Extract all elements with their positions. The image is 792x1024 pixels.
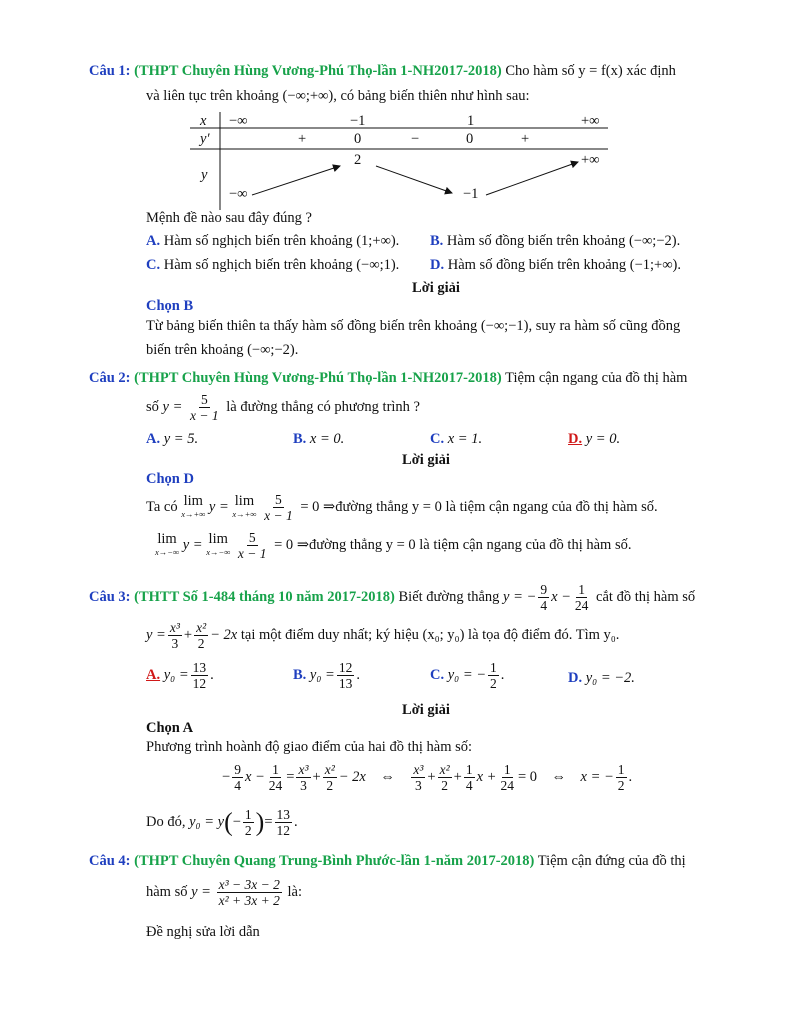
q2-option-d-text: y = 0. — [585, 431, 621, 447]
lim-zero: = 0 — [274, 536, 294, 553]
q4-note: Đề nghị sửa lời dẫn — [146, 924, 260, 940]
iff-symbol: ⇔ — [380, 768, 395, 785]
frac-den: 24 — [500, 778, 514, 793]
q4-function-fraction — [217, 877, 282, 908]
lim-word: lim — [234, 492, 255, 509]
q3-result-frac — [275, 807, 293, 838]
q1-option-b-key: B. — [430, 233, 444, 249]
q2-stem-b — [146, 392, 420, 423]
q3-option-b-key: B. — [293, 666, 307, 683]
eq-frac-x2-2 — [323, 762, 337, 793]
frac-num: 1 — [465, 762, 473, 777]
q2-option-c-text: x = 1. — [447, 431, 483, 447]
q1-option-b-text: Hàm số đồng biến trên khoảng (−∞;−2). — [446, 233, 681, 249]
table-y-minus-inf: −∞ — [229, 186, 248, 202]
q2-fn-num: 5 — [200, 392, 208, 407]
lim-y: y = — [182, 536, 203, 553]
frac-den: 3 — [300, 778, 307, 793]
eq-frac-x3-3 — [296, 762, 310, 793]
eq-x-plus: x + — [476, 768, 497, 785]
frac-den: 24 — [268, 778, 283, 793]
frac-num: 9 — [540, 582, 548, 597]
frac-num: 9 — [234, 762, 241, 777]
eq2-frac-x2-2 — [438, 762, 452, 793]
q3-option-c-frac — [488, 660, 499, 691]
q2-stem-a: Tiệm cận ngang của đồ thị hàm — [505, 370, 688, 386]
frac-den: 2 — [326, 778, 334, 793]
q2-limit-neg — [155, 530, 631, 561]
q2-option-a-text: y = 5. — [163, 431, 199, 447]
q1-variation-table — [190, 112, 610, 210]
period: . — [294, 813, 298, 830]
eq-frac-1-24 — [267, 762, 285, 793]
lim-word: lim — [208, 530, 228, 547]
q2-lim-4 — [206, 530, 231, 559]
lim-sub: x→−∞ — [155, 546, 180, 557]
q1-option-c — [146, 257, 399, 274]
frac-den: 2 — [244, 823, 252, 838]
frac-num: 12 — [338, 660, 353, 675]
q3-label: Câu 3: — [89, 588, 131, 605]
eq2-frac-x3-3 — [411, 762, 425, 793]
q3-curve-frac-1 — [168, 620, 182, 651]
table-x-val-2: −1 — [350, 113, 366, 129]
frac-num: 13 — [276, 807, 291, 822]
q3-option-b — [293, 660, 360, 691]
q3-line-frac-1 — [538, 582, 549, 613]
minus: − — [232, 813, 241, 830]
arrow-up-1 — [252, 166, 340, 195]
table-yp-label: y′ — [200, 131, 210, 147]
q1-option-a-text: Hàm số nghịch biến trên khoảng (1;+∞). — [163, 233, 400, 249]
q3-option-d-text: y₀ = −2. — [585, 670, 635, 686]
q1-prompt: Mệnh đề nào sau đây đúng ? — [146, 210, 312, 226]
frac-den: 12 — [192, 676, 207, 691]
frac-num: x² — [324, 762, 335, 777]
q2-stem-post: là đường thẳng có phương trình ? — [226, 398, 420, 415]
eq-x-minus: x − — [244, 768, 265, 785]
q1-stem-b: và liên tục trên khoảng (−∞;+∞), có bảng biến thiên như hình sau: — [146, 88, 530, 104]
frac-den: 2 — [197, 636, 205, 651]
equals: = — [264, 813, 273, 830]
q2-y-eq: y = — [162, 398, 183, 415]
eq-result: x = − — [580, 768, 614, 785]
q2-option-c — [430, 431, 482, 448]
frac-num: x³ − 3x − 2 — [218, 877, 280, 892]
frac-num: x³ — [413, 762, 424, 777]
period: . — [210, 666, 214, 683]
q2-solution-title: Lời giải — [402, 452, 450, 468]
q4-source: (THPT Chuyên Quang Trung-Bình Phước-lần 1-năm 2017-2018) — [134, 853, 535, 869]
lim-sub: x→−∞ — [206, 546, 231, 557]
q2-fn-den: x − 1 — [190, 408, 219, 423]
frac-den: 4 — [540, 598, 548, 613]
table-yp-val-4: 0 — [466, 131, 474, 147]
q2-limit-pos — [146, 492, 658, 523]
q3-solution-title: Lời giải — [402, 702, 450, 718]
q3-option-b-frac — [337, 660, 355, 691]
q2-option-a — [146, 431, 198, 448]
q3-half-frac — [243, 807, 254, 838]
q3-stem-b-post: tại một điểm duy nhất; ký hiệu (x₀; y₀) là tọa độ điểm đó. Tìm y₀. — [240, 626, 620, 643]
q1-option-d-key: D. — [430, 257, 445, 273]
frac-num: 1 — [272, 762, 279, 777]
q1-option-c-key: C. — [146, 257, 161, 273]
q3-stem-a-post: cắt đồ thị hàm số — [596, 588, 696, 605]
q3-option-d — [568, 670, 635, 687]
frac-num: 1 — [244, 807, 252, 822]
table-x-val-4: +∞ — [581, 113, 600, 129]
q2-option-a-key: A. — [146, 431, 161, 447]
q1-label: Câu 1: — [89, 63, 131, 79]
q1-source: (THPT Chuyên Hùng Vương-Phú Thọ-lần 1-NH2017-2018) — [134, 63, 502, 79]
period: . — [356, 666, 360, 683]
q2-conclusion-2: đường thẳng y = 0 là tiệm cận ngang của đồ thị hàm số. — [308, 536, 632, 553]
q3-y0-expr: y₀ = y — [189, 813, 225, 830]
q2-option-d — [568, 431, 620, 448]
q1-option-a-key: A. — [146, 233, 161, 249]
q3-heading — [89, 582, 695, 613]
frac-num: 1 — [503, 762, 511, 777]
q3-option-d-key: D. — [568, 670, 583, 686]
q2-lim-fraction-2 — [236, 530, 269, 561]
eq2-frac-1-4 — [464, 762, 475, 793]
frac-den: 2 — [490, 676, 497, 691]
q1-option-c-text: Hàm số nghịch biến trên khoảng (−∞;1). — [163, 257, 400, 273]
frac-den: 2 — [441, 778, 448, 793]
q2-option-d-key: D. — [568, 431, 583, 447]
table-y-max: 2 — [354, 152, 362, 168]
q4-stem-pre: hàm số — [146, 883, 188, 900]
q3-stem-b — [146, 620, 619, 651]
q2-source: (THPT Chuyên Hùng Vương-Phú Thọ-lần 1-NH2017-2018) — [134, 370, 502, 386]
q2-lim-3 — [155, 530, 180, 559]
frac-num: 1 — [578, 582, 586, 597]
q3-line-mid: x − — [551, 588, 571, 605]
table-x-val-3: 1 — [467, 113, 475, 129]
eq-tail: − 2x — [338, 768, 366, 785]
lim-zero: = 0 — [300, 498, 320, 515]
q2-option-b-text: x = 0. — [309, 431, 345, 447]
q4-heading — [89, 853, 686, 870]
table-x-val-1: −∞ — [229, 113, 248, 129]
plus: + — [453, 768, 462, 785]
q4-stem-a: Tiệm cận đứng của đồ thị — [537, 853, 686, 869]
q1-solution-title: Lời giải — [412, 280, 460, 296]
q1-option-a — [146, 233, 399, 250]
q3-option-a — [146, 660, 214, 691]
q3-option-a-frac — [191, 660, 209, 691]
q2-heading — [89, 370, 687, 387]
lim-sub: x→+∞ — [232, 508, 257, 519]
table-yp-val-3: − — [411, 131, 420, 147]
q3-equation — [222, 762, 632, 793]
lim-word: lim — [183, 492, 203, 509]
table-yp-val-5: + — [521, 131, 530, 147]
q4-y-eq: y = — [191, 883, 211, 900]
q3-curve-frac-2 — [194, 620, 208, 651]
q2-ta-co: Ta có — [146, 498, 178, 515]
q3-curve-tail: − 2x — [210, 626, 238, 643]
table-y-label: y — [201, 167, 208, 183]
q2-lim-1 — [181, 492, 206, 521]
q2-function-fraction — [188, 392, 221, 423]
iff-symbol: ⇔ — [551, 768, 567, 785]
frac-den: 3 — [415, 778, 422, 793]
frac-den: 12 — [276, 823, 291, 838]
frac-num: 1 — [490, 660, 497, 675]
implies-symbol: ⇒ — [323, 498, 336, 515]
q3-option-c — [430, 660, 504, 691]
plus: + — [312, 768, 321, 785]
table-yp-val-1: + — [298, 131, 307, 147]
frac-num: 5 — [275, 492, 282, 507]
q3-option-a-key: A. — [146, 666, 161, 683]
eq-zero: = 0 — [517, 768, 538, 785]
q4-stem-post: là: — [287, 883, 302, 900]
q2-option-c-key: C. — [430, 431, 445, 447]
eq-result-frac — [616, 762, 627, 793]
frac-num: x² — [196, 620, 207, 635]
frac-num: 1 — [617, 762, 625, 777]
frac-den: 3 — [171, 636, 179, 651]
period: . — [628, 768, 633, 785]
q3-option-c-pre: y₀ = − — [447, 666, 487, 683]
q3-option-a-pre: y₀ = — [163, 666, 189, 683]
arrow-up-2 — [486, 162, 578, 195]
q3-line-eq: y = − — [503, 588, 537, 605]
lim-word: lim — [157, 530, 177, 547]
arrow-down — [376, 166, 452, 193]
frac-den: 4 — [465, 778, 473, 793]
minus: − — [222, 768, 231, 785]
q3-curve-y: y = — [146, 626, 166, 643]
eq-frac-9-4 — [232, 762, 243, 793]
frac-den: 2 — [617, 778, 625, 793]
q2-stem-pre: số — [146, 398, 159, 415]
q2-lim-fraction — [262, 492, 295, 523]
q4-stem-b — [146, 877, 302, 908]
frac-den: 24 — [574, 598, 589, 613]
q2-conclusion-1: đường thẳng y = 0 là tiệm cận ngang của đồ thị hàm số. — [335, 498, 658, 515]
q1-option-d-text: Hàm số đồng biến trên khoảng (−1;+∞). — [447, 257, 682, 273]
q3-solution-line-1: Phương trình hoành độ giao điểm của hai đồ thị hàm số: — [146, 739, 473, 755]
table-y-plus-inf: +∞ — [581, 152, 600, 168]
lim-sub: x→+∞ — [181, 508, 206, 519]
frac-den: x − 1 — [237, 546, 267, 561]
q3-choice: Chọn A — [146, 720, 194, 736]
q3-do-do: Do đó, — [146, 813, 186, 830]
q2-choice: Chọn D — [146, 471, 194, 487]
q1-option-d — [430, 257, 681, 274]
q2-label: Câu 2: — [89, 370, 131, 386]
q3-option-b-pre: y₀ = — [309, 666, 335, 683]
frac-den: 4 — [234, 778, 241, 793]
q1-option-b — [430, 233, 680, 250]
frac-den: 13 — [338, 676, 353, 691]
period: . — [500, 666, 505, 683]
frac-den: x − 1 — [264, 508, 293, 523]
q1-stem-a: Cho hàm số y = f(x) xác định — [505, 63, 676, 79]
q1-choice: Chọn B — [146, 298, 194, 314]
q1-solution-line-2: biến trên khoảng (−∞;−2). — [146, 342, 299, 358]
frac-num: x³ — [298, 762, 309, 777]
q4-label: Câu 4: — [89, 853, 131, 869]
paren-open: ( — [224, 807, 233, 837]
eq2-frac-1-24 — [498, 762, 516, 793]
implies-symbol: ⇒ — [296, 536, 309, 553]
q3-line-frac-2 — [573, 582, 591, 613]
equals: = — [286, 768, 295, 785]
q2-option-b — [293, 431, 344, 448]
plus: + — [183, 626, 193, 643]
q1-heading — [89, 63, 676, 80]
frac-num: x³ — [169, 620, 180, 635]
plus: + — [427, 768, 436, 785]
q3-source: (THTT Số 1-484 tháng 10 năm 2017-2018) — [134, 588, 395, 605]
q3-option-c-key: C. — [430, 666, 445, 683]
q1-solution-line-1: Từ bảng biến thiên ta thấy hàm số đồng biến trên khoảng (−∞;−1), suy ra hàm số cũng đồng — [146, 318, 681, 334]
frac-num: 5 — [248, 530, 256, 545]
paren-close: ) — [255, 807, 265, 837]
q2-option-b-key: B. — [293, 431, 307, 447]
table-x-label: x — [200, 113, 207, 129]
frac-den: x² + 3x + 2 — [218, 893, 280, 908]
q2-lim-2 — [232, 492, 257, 521]
frac-num: x² — [439, 762, 450, 777]
q3-conclusion — [146, 807, 298, 838]
frac-num: 13 — [192, 660, 207, 675]
table-yp-val-2: 0 — [354, 131, 362, 147]
table-y-min: −1 — [463, 186, 479, 202]
q3-stem-a: Biết đường thẳng — [398, 588, 500, 605]
lim-y: y = — [208, 498, 229, 515]
